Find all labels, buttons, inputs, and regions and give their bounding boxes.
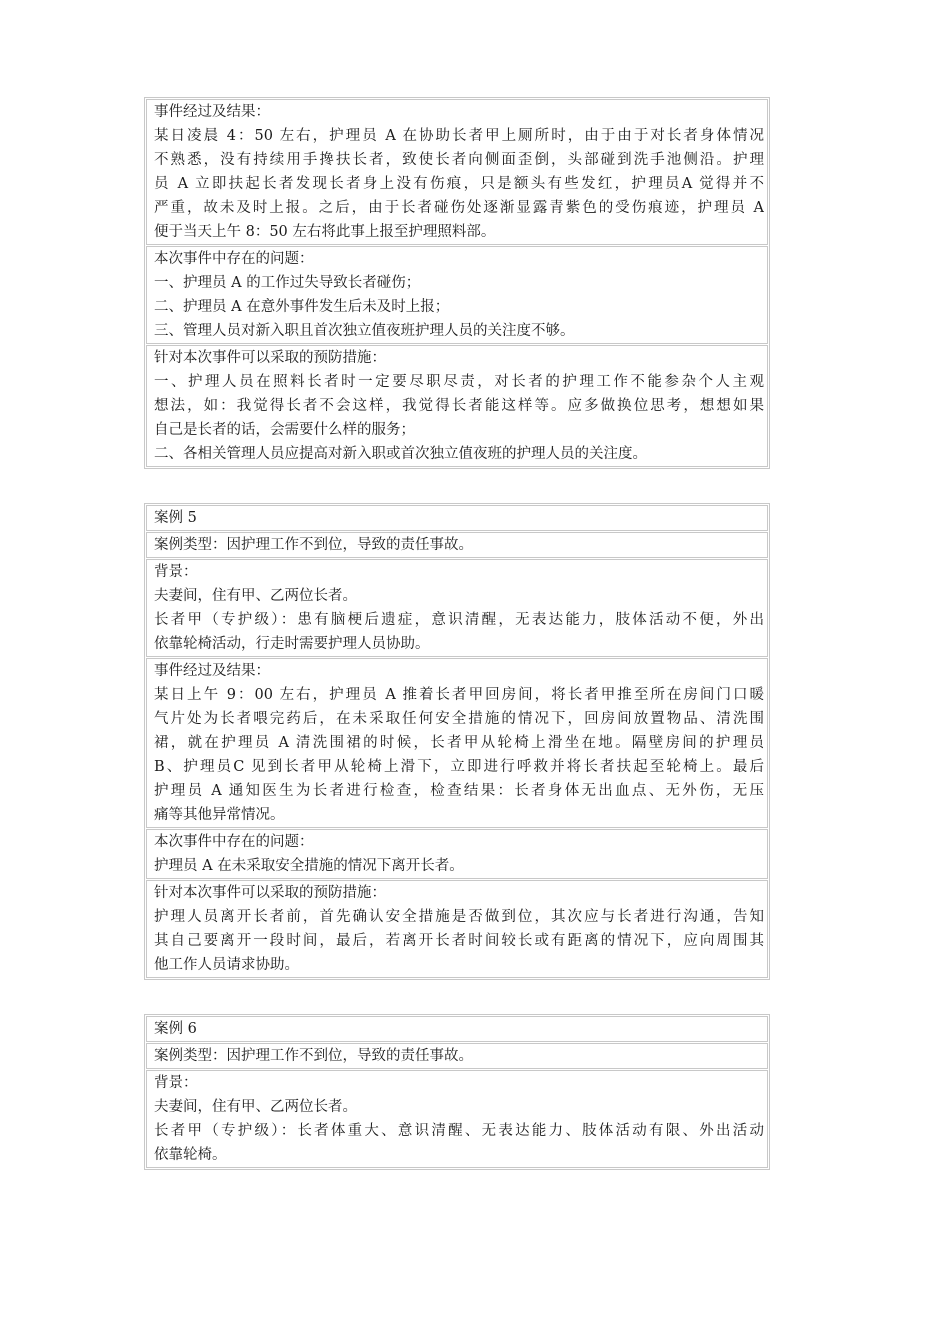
case-type-text: 案例类型：因护理工作不到位，导致的责任事故。	[154, 1048, 473, 1064]
text-line: 严重，故未及时上报。之后，由于长者碰伤处逐渐显露青紫色的受伤痕迹，护理员 A	[154, 200, 764, 216]
text-line: B、护理员C 见到长者甲从轮椅上滑下，立即进行呼救并将长者扶起至轮椅上。最后	[154, 759, 764, 775]
section-heading: 针对本次事件可以采取的预防措施：	[154, 885, 386, 901]
text-line: 夫妻间，住有甲、乙两位长者。	[154, 588, 357, 604]
text-line: 护理人员离开长者前，首先确认安全措施是否做到位，其次应与长者进行沟通，告知	[154, 909, 764, 925]
text-line: 某日上午 9：00 左右，护理员 A 推着长者甲回房间，将长者甲推至所在房间门口暖	[154, 687, 764, 703]
text-line: 护理员 A 通知医生为长者进行检查，检查结果：长者身体无出血点、无外伤，无压	[154, 783, 764, 799]
text-line: 一、护理员 A 的工作过失导致长者碰伤；	[154, 275, 421, 291]
case-type	[146, 532, 768, 558]
prevention-section	[146, 880, 768, 978]
background-section	[146, 559, 768, 657]
text-line: 裙，就在护理员 A 清洗围裙的时候，长者甲从轮椅上滑坐在地。隔壁房间的护理员	[154, 735, 764, 751]
section-heading: 背景：	[154, 1075, 198, 1091]
case-title-text: 案例 6	[154, 1021, 197, 1037]
text-line: 三、管理人员对新入职且首次独立值夜班护理人员的关注度不够。	[154, 323, 575, 339]
section-heading: 背景：	[154, 564, 198, 580]
problems-section	[146, 829, 768, 879]
text-line: 自己是长者的话，会需要什么样的服务；	[154, 422, 415, 438]
section-heading: 针对本次事件可以采取的预防措施：	[154, 350, 386, 366]
prevention-section	[146, 345, 768, 467]
section-heading: 事件经过及结果：	[154, 104, 270, 120]
text-line: 其自己要离开一段时间，最后，若离开长者时间较长或有距离的情况下，应向周围其	[154, 933, 764, 949]
text-line: 夫妻间，住有甲、乙两位长者。	[154, 1099, 357, 1115]
text-line: 某日凌晨 4：50 左右，护理员 A 在协助长者甲上厕所时，由于由于对长者身体情况	[154, 128, 764, 144]
section-heading: 事件经过及结果：	[154, 663, 270, 679]
case5-table	[144, 503, 770, 980]
section-heading: 本次事件中存在的问题：	[154, 834, 314, 850]
text-line: 员 A 立即扶起长者发现长者身上没有伤痕，只是额头有些发红，护理员A 觉得并不	[154, 176, 764, 192]
case-type	[146, 1043, 768, 1069]
case6-table	[144, 1014, 770, 1170]
text-line: 护理员 A 在未采取安全措施的情况下离开长者。	[154, 858, 464, 874]
text-line: 依靠轮椅。	[154, 1147, 227, 1163]
case-title-text: 案例 5	[154, 510, 197, 526]
text-line: 长者甲（专护级）：长者体重大、意识清醒、无表达能力、肢体活动有限、外出活动	[154, 1123, 764, 1139]
problems-section	[146, 246, 768, 344]
text-line: 气片处为长者喂完药后，在未采取任何安全措施的情况下，回房间放置物品、清洗围	[154, 711, 764, 727]
text-line: 一、护理人员在照料长者时一定要尽职尽责，对长者的护理工作不能参杂个人主观	[154, 374, 764, 390]
case4-continued-table	[144, 97, 770, 469]
section-heading: 本次事件中存在的问题：	[154, 251, 314, 267]
event-section	[146, 658, 768, 828]
text-line: 长者甲（专护级）：患有脑梗后遗症，意识清醒，无表达能力，肢体活动不便，外出	[154, 612, 764, 628]
event-section	[146, 99, 768, 245]
background-section	[146, 1070, 768, 1168]
text-line: 想法，如：我觉得长者不会这样，我觉得长者能这样等。应多做换位思考，想想如果	[154, 398, 764, 414]
text-line: 他工作人员请求协助。	[154, 957, 299, 973]
case-type-text: 案例类型：因护理工作不到位，导致的责任事故。	[154, 537, 473, 553]
text-line: 二、护理员 A 在意外事件发生后未及时上报；	[154, 299, 450, 315]
case-title	[146, 1016, 768, 1042]
text-line: 依靠轮椅活动，行走时需要护理人员协助。	[154, 636, 430, 652]
case-title	[146, 505, 768, 531]
text-line: 痛等其他异常情况。	[154, 807, 285, 823]
text-line: 二、各相关管理人员应提高对新入职或首次独立值夜班的护理人员的关注度。	[154, 446, 647, 462]
text-line: 不熟悉，没有持续用手搀扶长者，致使长者向侧面歪倒，头部碰到洗手池侧沿。护理	[154, 152, 764, 168]
text-line: 便于当天上午 8：50 左右将此事上报至护理照料部。	[154, 224, 496, 240]
